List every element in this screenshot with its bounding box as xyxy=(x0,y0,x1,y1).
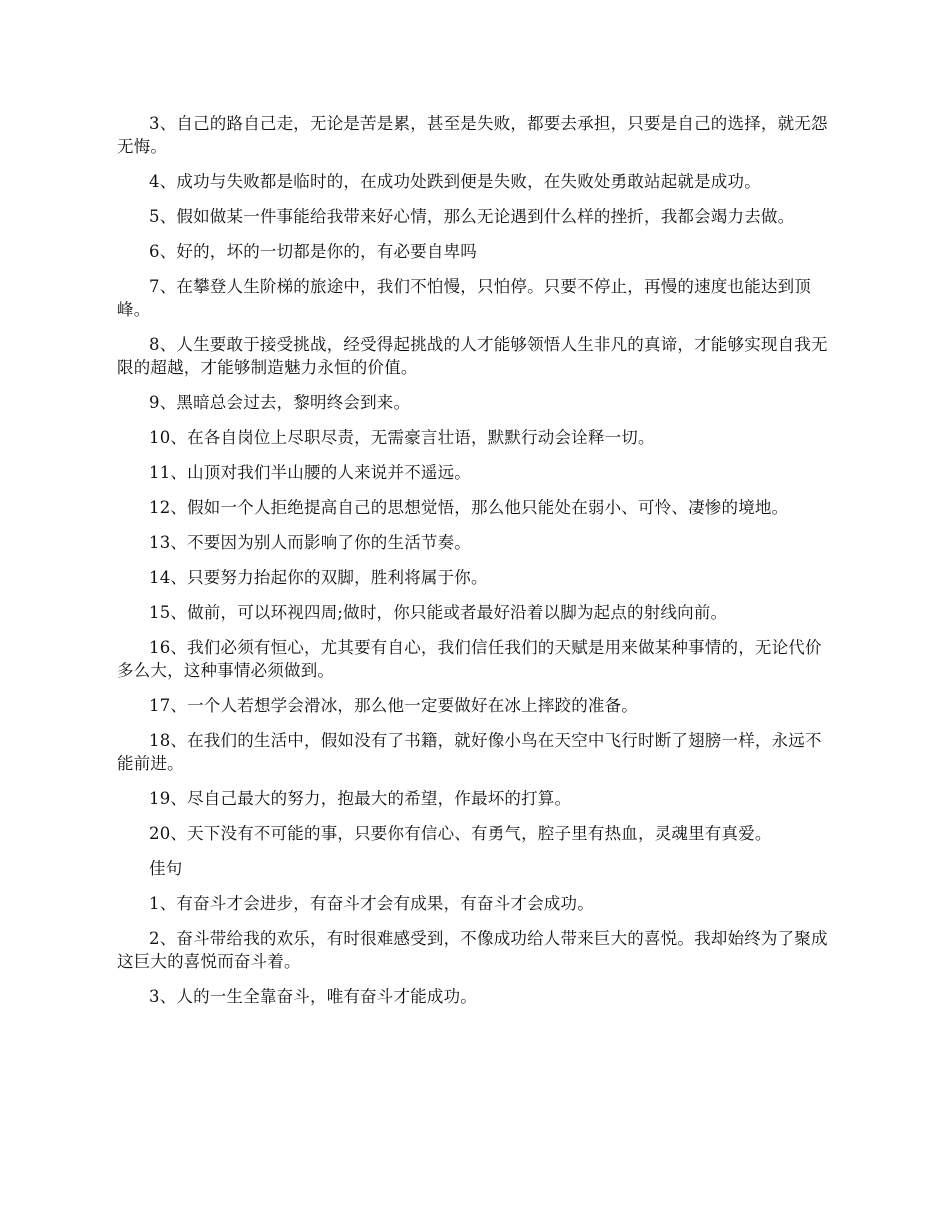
paragraph-quote-10: 10、在各自岗位上尽职尽责，无需豪言壮语，默默行动会诠释一切。 xyxy=(149,428,655,447)
paragraph-quote-11: 11、山顶对我们半山腰的人来说并不遥远。 xyxy=(149,463,471,482)
paragraph-quote-9: 9、黑暗总会过去，黎明终会到来。 xyxy=(149,393,411,412)
paragraph-quote-17: 17、一个人若想学会滑冰，那么他一定要做好在冰上摔跤的准备。 xyxy=(149,696,638,715)
paragraph-quote-14: 14、只要努力抬起你的双脚，胜利将属于你。 xyxy=(149,568,488,587)
paragraph-jiaju-3: 3、人的一生全靠奋斗，唯有奋斗才能成功。 xyxy=(149,987,477,1006)
paragraph-quote-15: 15、做前，可以环视四周;做时，你只能或者最好沿着以脚为起点的射线向前。 xyxy=(149,603,728,622)
paragraph-quote-4: 4、成功与失败都是临时的，在成功处跌到便是失败，在失败处勇敢站起就是成功。 xyxy=(149,172,761,191)
paragraph-quote-16: 16、我们必须有恒心，尤其要有自心，我们信任我们的天赋是用来做某种事情的，无论代价多么大，这种事情必须做到。 xyxy=(117,638,822,680)
paragraph-jiaju-2: 2、奋斗带给我的欢乐，有时很难感受到，不像成功给人带来巨大的喜悦。我却始终为了聚成这巨大的喜悦而奋斗着。 xyxy=(117,929,828,971)
paragraph-quote-7: 7、在攀登人生阶梯的旅途中，我们不怕慢，只怕停。只要不停止，再慢的速度也能达到顶峰。 xyxy=(117,277,811,319)
paragraph-quote-12: 12、假如一个人拒绝提高自己的思想觉悟，那么他只能处在弱小、可怜、凄惨的境地。 xyxy=(149,498,789,517)
paragraph-quote-8: 8、人生要敢于接受挑战，经受得起挑战的人才能够领悟人生非凡的真谛，才能够实现自我无限的超越，才能够制造魅力永恒的价值。 xyxy=(117,335,828,377)
paragraph-jiaju-1: 1、有奋斗才会进步，有奋斗才会有成果，有奋斗才会成功。 xyxy=(149,894,594,913)
paragraph-quote-3: 3、自己的路自己走，无论是苦是累，甚至是失败，都要去承担，只要是自己的选择，就无怨无悔。 xyxy=(117,114,828,156)
document-body xyxy=(117,112,833,1020)
paragraph-quote-18: 18、在我们的生活中，假如没有了书籍，就好像小鸟在天空中飞行时断了翅膀一样，永远不能前进。 xyxy=(117,731,822,773)
paragraph-quote-20: 20、天下没有不可能的事，只要你有信心、有勇气，腔子里有热血，灵魂里有真爱。 xyxy=(149,824,772,843)
section-heading-jiaju: 佳句 xyxy=(149,859,183,878)
paragraph-quote-6: 6、好的，坏的一切都是你的，有必要自卑吗 xyxy=(149,242,477,261)
paragraph-quote-5: 5、假如做某一件事能给我带来好心情，那么无论遇到什么样的挫折，我都会竭力去做。 xyxy=(149,207,795,226)
paragraph-quote-19: 19、尽自己最大的努力，抱最大的希望，作最坏的打算。 xyxy=(149,789,572,808)
paragraph-quote-13: 13、不要因为别人而影响了你的生活节奏。 xyxy=(149,533,471,552)
